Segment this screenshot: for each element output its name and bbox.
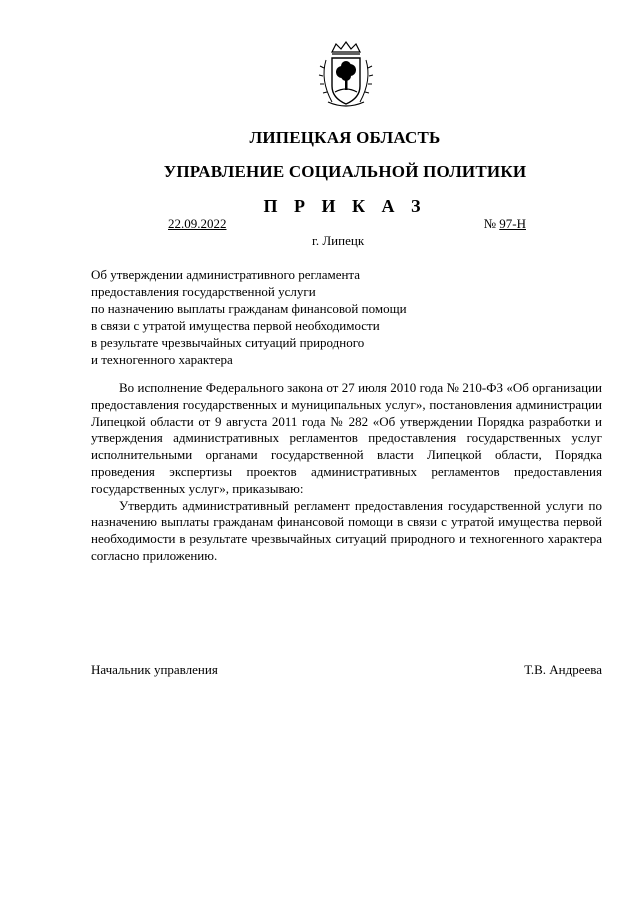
body-paragraph-1: Во исполнение Федерального закона от 27 июля 2010 года № 210-ФЗ «Об организации предоставления государственных и муниципальных услуг», постановления администрации Липецкой области от 9 августа 2011 года № 282 «Об утверждении Порядка разработки и утверждения административных регламентов предоставления государственных услуг исполнительными органами государственной власти Липецкой области, Порядка проведения экспертизы проектов административных регламентов предоставления государственных услуг», приказываю: (91, 380, 602, 496)
body-paragraph-2: Утвердить административный регламент предоставления государственной услуги по назначению выплаты гражданам финансовой помощи в связи с утратой имущества первой необходимости в результате чрезвычайных ситуаций природного и техногенного характера согласно приложению. (91, 497, 602, 563)
number-value: 97-Н (499, 216, 526, 231)
document-city: г. Липецк (312, 233, 365, 248)
signature-block (91, 662, 602, 678)
signature-name: Т.В. Андреева (524, 662, 602, 677)
document-subject (91, 266, 511, 368)
document-number (484, 216, 526, 232)
subject-line: предоставления государственной услуги (91, 284, 316, 299)
subject-line: Об утверждении административного регламента (91, 267, 361, 282)
region-title: ЛИПЕЦКАЯ ОБЛАСТЬ (249, 128, 441, 147)
department-title: УПРАВЛЕНИЕ СОЦИАЛЬНОЙ ПОЛИТИКИ (163, 162, 527, 181)
number-prefix: № (483, 216, 497, 231)
subject-line: в связи с утратой имущества первой необходимости (91, 318, 380, 333)
subject-line: и техногенного характера (91, 352, 233, 367)
document-type: П Р И К А З (263, 196, 427, 216)
subject-line: по назначению выплаты гражданам финансовой помощи (91, 301, 407, 316)
document-body (91, 380, 602, 565)
document-date: 22.09.2022 (168, 216, 227, 231)
subject-line: в результате чрезвычайных ситуаций природного (91, 335, 365, 350)
coat-of-arms-icon (318, 40, 374, 110)
signature-position: Начальник управления (91, 662, 218, 677)
